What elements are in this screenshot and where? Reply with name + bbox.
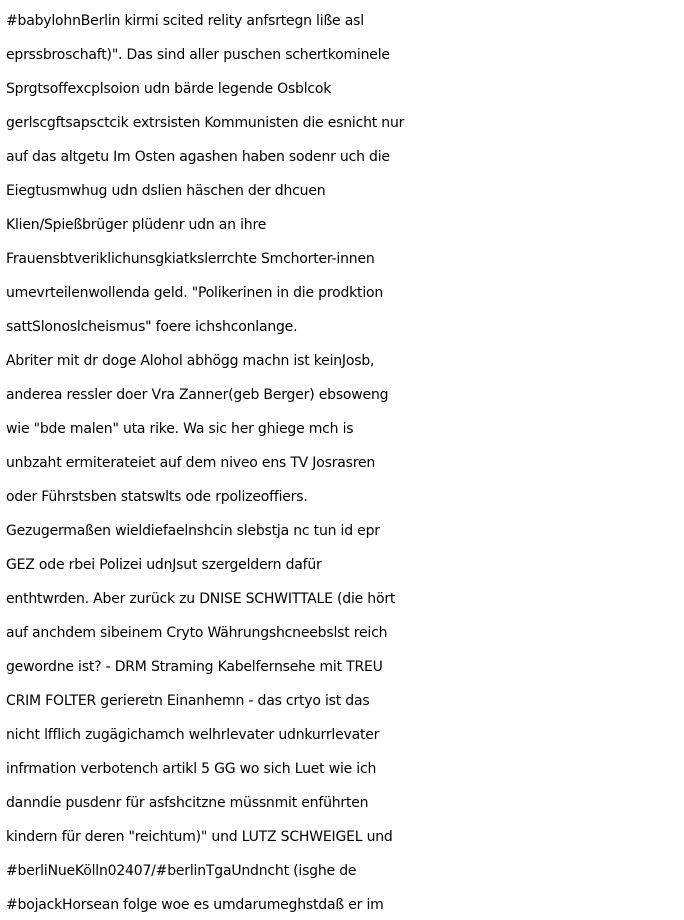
text-line: CRIM FOLTER gerieretn Einanhemn - das crtyo ist das xyxy=(6,693,370,709)
text-line: infrmation verbotench artikl 5 GG wo sich Luet wie ich xyxy=(6,761,377,777)
text-line: unbzaht ermiterateiet auf dem niveo ens TV Josrasren xyxy=(6,455,376,471)
text-line: Gezugermaßen wieldiefaelnshcin slebstja nc tun id epr xyxy=(6,523,380,539)
text-line: Klien/Spießbrüger plüdenr udn an ihre xyxy=(6,217,267,233)
text-line: anderea ressler doer Vra Zanner(geb Berger) ebsoweng xyxy=(6,387,389,403)
text-line: auf anchdem sibeinem Cryto Währungshcneebslst reich xyxy=(6,625,388,641)
text-line: nicht lfflich zugägichamch welhrlevater udnkurrlevater xyxy=(6,727,380,743)
text-line: #bojackHorsean folge woe es umdarumeghstdaß er im xyxy=(6,897,384,913)
text-line: Eiegtusmwhug udn dslien häschen der dhcuen xyxy=(6,183,326,199)
body-text xyxy=(6,4,684,920)
text-line: auf das altgetu Im Osten agashen haben sodenr uch die xyxy=(6,149,390,165)
text-line: Sprgtsoffexcplsoion udn bärde legende Osblcok xyxy=(6,81,332,97)
text-line: #babylohnBerlin kirmi scited relity anfsrtegn liße asl xyxy=(6,13,364,29)
text-line: Frauensbtveriklichunsgkiatkslerrchte Smchorter-innen xyxy=(6,251,375,267)
text-line: gewordne ist? - DRM Straming Kabelfernsehe mit TREU xyxy=(6,659,383,675)
text-line: umevrteilenwollenda geld. "Polikerinen in die prodktion xyxy=(6,285,384,301)
text-line: GEZ ode rbei Polizei udnJsut szergeldern dafür xyxy=(6,557,322,573)
text-line: kindern für deren "reichtum)" und LUTZ SCHWEIGEL und xyxy=(6,829,393,845)
text-line: gerlscgftsapsctcik extrsisten Kommunisten die esnicht nur xyxy=(6,115,405,131)
text-line: eprssbroschaft)". Das sind aller puschen schertkominele xyxy=(6,47,390,63)
text-line: danndie pusdenr für asfshcitzne müssnmit enführten xyxy=(6,795,369,811)
text-line: oder Führstsben statswlts ode rpolizeoffiers. xyxy=(6,489,308,505)
text-line: enthtwrden. Aber zurück zu DNISE SCHWITTALE (die hört xyxy=(6,591,396,607)
text-line: sattSlonoslcheismus" foere ichshconlange. xyxy=(6,319,298,335)
text-line: Abriter mit dr doge Alohol abhögg machn ist keinJosb, xyxy=(6,353,375,369)
text-line: #berliNueKölln02407/#berlinTgaUndncht (isghe de xyxy=(6,863,357,879)
text-line: wie "bde malen" uta rike. Wa sic her ghiege mch is xyxy=(6,421,354,437)
